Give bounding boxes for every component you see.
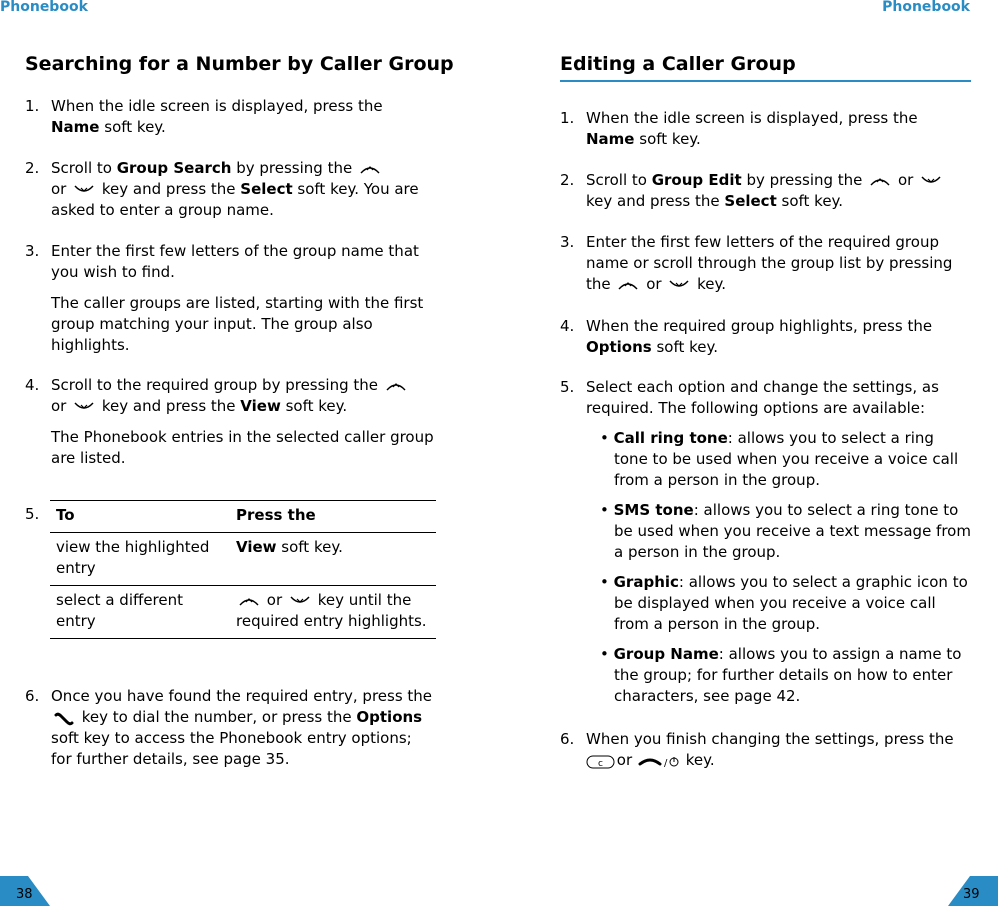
up-key-icon	[236, 595, 262, 607]
table-row: view the highlighted entry View soft key.	[50, 533, 436, 586]
down-key-icon	[71, 401, 97, 413]
svg-text:/: /	[663, 757, 668, 769]
left-step-4: 4. Scroll to the required group by pressing the or key and press the View soft key. The Phonebook entries in the selected caller group are listed.	[25, 376, 434, 467]
send-key-icon	[51, 712, 77, 724]
left-page-header: Phonebook	[0, 0, 88, 15]
right-step-5: 5. Select each option and change the settings, as required. The following options are available: • Call ring tone: allows you to select a ring tone to be used when you receive a voice call from a person in the group. • SMS tone: allows you to select a ring tone to be used when you receive a text message from a person in the group. • Graphic: allows you to select a graphic icon to be displayed when you receive a voice call from a person in the group. • Group Name: allows you to assign a name to the group; for further details on how to enter characters, see page 42.	[560, 378, 971, 705]
left-step-3: 3. Enter the first few letters of the group name that you wish to find. The caller groups are listed, starting with the first group matching your input. The group also highlights.	[25, 242, 424, 354]
up-key-icon	[383, 380, 409, 392]
right-step-3: 3. Enter the first few letters of the required group name or scroll through the group list by pressing the or key.	[560, 233, 953, 293]
right-page-header: Phonebook	[882, 0, 970, 15]
key-table	[50, 500, 436, 639]
right-page-number: 39	[963, 887, 980, 902]
table-header-row: To Press the	[50, 501, 436, 533]
right-step-2: 2. Scroll to Group Edit by pressing the or key and press the Select soft key.	[560, 170, 972, 212]
down-key-icon	[71, 184, 97, 196]
option-graphic: • Graphic: allows you to select a graphic icon to be displayed when you receive a voice call from a person in the group.	[600, 573, 968, 633]
title-rule	[560, 80, 971, 82]
left-page-number: 38	[16, 887, 33, 902]
up-key-icon	[867, 175, 893, 187]
right-step-4: 4. When the required group highlights, press the Options soft key.	[560, 317, 933, 356]
left-step-2: 2. Scroll to Group Search by pressing the or key and press the Select soft key. You are asked to enter a group name.	[25, 159, 419, 219]
end-power-key-icon	[637, 755, 681, 767]
down-key-icon	[666, 279, 692, 291]
option-group-name: • Group Name: allows you to assign a name to the group; for further details on how to enter characters, see page 42.	[600, 645, 962, 705]
up-key-icon	[615, 279, 641, 291]
up-key-icon	[357, 163, 383, 175]
table-row: select a different entry or key until the required entry highlights.	[50, 586, 436, 639]
down-key-icon	[918, 175, 944, 187]
clear-key-icon	[586, 755, 612, 767]
left-page-number-tab	[0, 876, 52, 906]
option-call-ring-tone: • Call ring tone: allows you to select a ring tone to be used when you receive a voice call from a person in the group.	[600, 429, 959, 489]
left-page-title: Searching for a Number by Caller Group	[25, 53, 454, 75]
right-step-1: 1. When the idle screen is displayed, press the Name soft key.	[560, 109, 918, 148]
left-step-1: 1. When the idle screen is displayed, press the Name soft key.	[25, 97, 383, 136]
right-step-6: 6. When you finish changing the settings, press the c or / key.	[560, 730, 954, 769]
left-step-6: 6. Once you have found the required entry, press the key to dial the number, or press the Options soft key to access the Phonebook entry options; for further details, see page 35.	[25, 687, 433, 768]
option-sms-tone: • SMS tone: allows you to select a ring tone to be used when you receive a text message from a person in the group.	[600, 501, 971, 561]
right-page-title: Editing a Caller Group	[560, 53, 796, 75]
right-page-number-tab	[946, 876, 998, 906]
down-key-icon	[287, 595, 313, 607]
svg-text:c: c	[598, 758, 603, 769]
